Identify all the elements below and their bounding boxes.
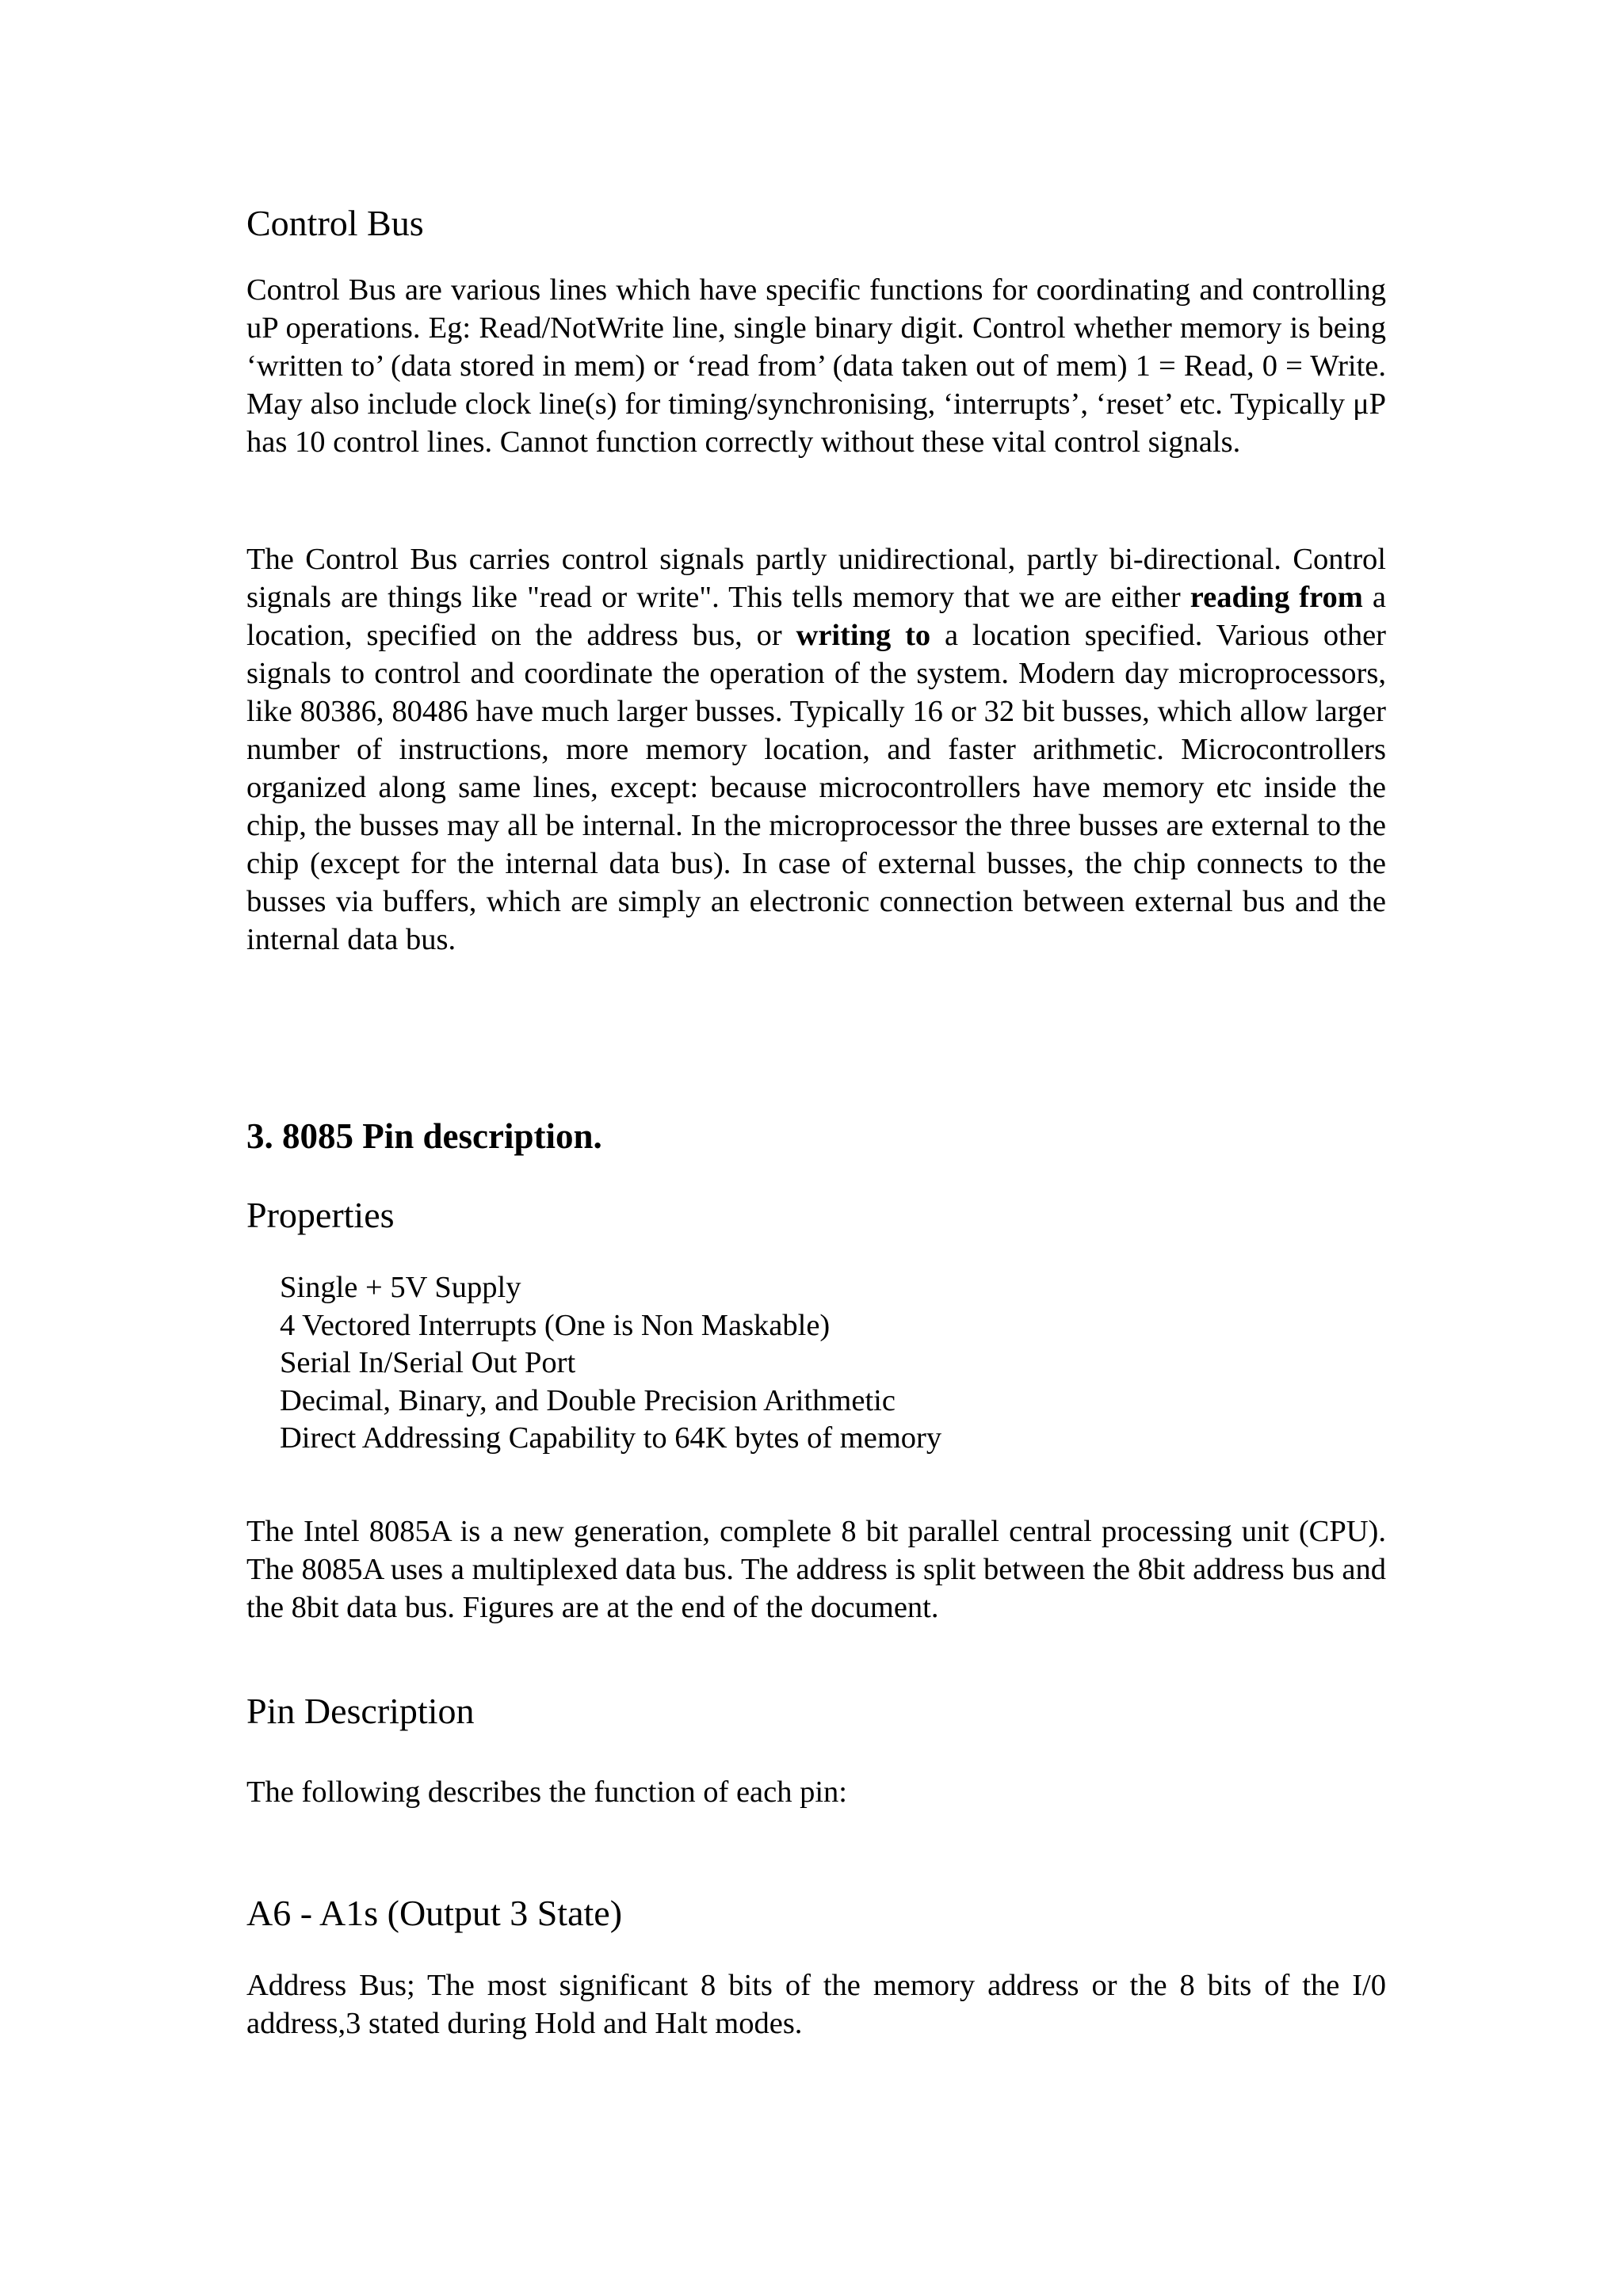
para2-bold-writing-to: writing to xyxy=(796,619,931,652)
para2-bold-reading-from: reading from xyxy=(1190,581,1363,614)
list-item: 4 Vectored Interrupts (One is Non Maskable) xyxy=(280,1308,831,1342)
control-bus-paragraph-2 xyxy=(246,540,1386,959)
list-item: Decimal, Binary, and Double Precision Arithmetic xyxy=(280,1383,896,1417)
address-pins-description: Address Bus; The most significant 8 bits of the memory address or the 8 bits of the I/0 address,3 stated during Hold and Halt modes. xyxy=(246,1969,1386,2040)
control-bus-heading: Control Bus xyxy=(246,203,424,243)
properties-heading: Properties xyxy=(246,1195,395,1235)
properties-list xyxy=(246,1269,1386,1458)
pin-description-heading: Pin Description xyxy=(246,1691,475,1731)
section-3-heading: 3. 8085 Pin description. xyxy=(246,1116,602,1156)
intel-8085a-intro: The Intel 8085A is a new generation, complete 8 bit parallel central processing unit (CPU). The 8085A uses a multiplexed data bus. The address is split between the 8bit address bus and the 8bit data bus. Figures are at the end of the document. xyxy=(246,1515,1386,1624)
list-item: Direct Addressing Capability to 64K bytes of memory xyxy=(280,1421,942,1455)
list-item: Serial In/Serial Out Port xyxy=(280,1346,576,1379)
pin-description-intro: The following describes the function of each pin: xyxy=(246,1775,848,1809)
para2-text-c: a location, specified on the address bus, or xyxy=(246,581,1386,652)
para2-text-a: The Control Bus carries control signals partly unidirectional, partly bi-directional. Control signals are things like "read or write". This tells memory that we are either xyxy=(246,543,1386,614)
address-pins-heading: A6 - A1s (Output 3 State) xyxy=(246,1893,623,1933)
control-bus-paragraph-1: Control Bus are various lines which have specific functions for coordinating and controlling uP operations. Eg: Read/NotWrite line, single binary digit. Control whether memory is being ‘written to’ (data stored in mem) or ‘read from’ (data taken out of mem) 1 = Read, 0 = Write. May also include clock line(s) for timing/synchronising, ‘interrupts’, ‘reset’ etc. Typically μP has 10 control lines. Cannot function correctly without these vital control signals. xyxy=(246,273,1386,459)
list-item: Single + 5V Supply xyxy=(280,1271,521,1304)
para2-text-d: a location specified. Various other signals to control and coordinate the operation of the system. Modern day microprocessors, like 80386, 80486 have much larger busses. Typically 16 or 32 bit busses, which allow larger number of instructions, more memory location, and faster arithmetic. Microcontrollers organized along same lines, except: because microcontrollers have memory etc inside the chip, the busses may all be internal. In the microprocessor the three busses are external to the chip (except for the internal data bus). In case of external busses, the chip connects to the busses via buffers, which are simply an electronic connection between external bus and the internal data bus. xyxy=(246,619,1387,956)
